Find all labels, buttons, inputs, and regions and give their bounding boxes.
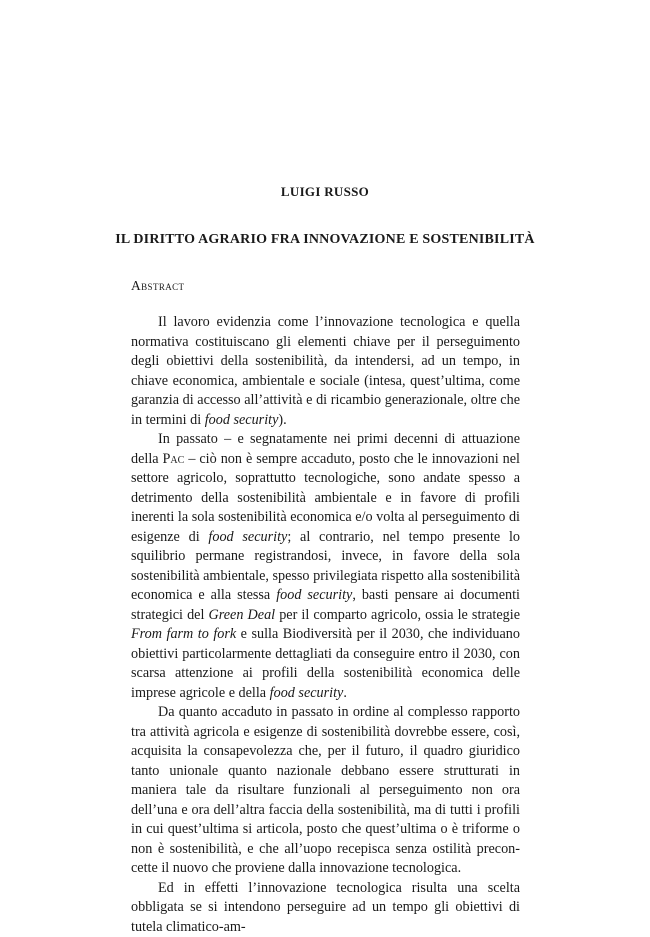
abstract-heading: Abstract (131, 278, 184, 294)
italic-term: From farm to fork (131, 626, 236, 642)
text-run: per il comparto agricolo, ossia le strategie (275, 607, 520, 623)
text-run: In passato – e segnatamente nei primi decenni di attuazione della (131, 431, 520, 467)
abstract-paragraph (131, 879, 520, 937)
text-run: Ed in effetti l’innovazione tecnologica risulta una scelta obbligata se si intendono perseguire ad un tempo gli obiettivi di tutela climatico-am- (131, 880, 520, 935)
text-run: e sulla Biodiversità per il 2030, che individuano obiettivi particolarmente dettagliati da conseguire entro il 2030, con scarsa attenzione ai profili della sostenibilità economica delle imprese agricole e della (131, 626, 520, 701)
text-run: – ciò non è sempre accaduto, posto che le innovazioni nel settore agricolo, soprattutto tecnologiche, sono andate spesso a detrimento della sostenibilità ambientale e in favore di profili inerenti la sola sostenibilità economica e/o volta al perseguimento di esigenze di (131, 451, 520, 545)
abstract-paragraph (131, 313, 520, 430)
italic-term: food security (276, 587, 352, 603)
text-run: ; al contrario, nel tempo presente lo squilibrio permane registrandosi, invece, in favore della sola sostenibilità ambientale, spesso privilegiata rispetto alla sostenibilità economica e alla stessa (131, 529, 520, 604)
abstract-paragraph (131, 703, 520, 879)
small-caps-acronym: Pac (163, 451, 185, 467)
text-run: ). (278, 412, 286, 428)
paper-title: IL DIRITTO AGRARIO FRA INNOVAZIONE E SOSTENIBILITÀ (0, 232, 650, 248)
text-run: . (343, 685, 347, 701)
italic-term: food security (208, 529, 287, 545)
italic-term: food security (205, 412, 279, 428)
text-run: Da quanto accaduto in passato in ordine al complesso rapporto tra attività agricola e esigenze di sostenibilità dovrebbe essere, così, acquisita la consapevolezza che, per il futuro, il quadro giuridico tanto unionale quanto nazionale debbano essere strutturati in maniera tale da risultare funzionali al perseguimento non ora dell’una e ora dell’altra faccia della sostenibilità, ma di tutti i profili in cui quest’ultima si articola, posto che quest’ultima o è triforme o non è sostenibilità, e che all’uopo recepisca senza ostilità preconcette il nuovo che proviene dalla innovazione tecnologica. (131, 704, 520, 876)
italic-term: Green Deal (209, 607, 276, 623)
italic-term: food security (270, 685, 344, 701)
text-run: Il lavoro evidenzia come l’innovazione tecnologica e quella normativa costituiscano gli elementi chiave per il perseguimento degli obiettivi della sostenibilità, da intendersi, ad un tempo, in chiave economica, ambientale e sociale (intesa, quest’ultima, come garanzia di accesso all’attività e di ricambio generazionale, oltre che in termini di (131, 314, 520, 428)
author-name: LUIGI RUSSO (0, 184, 650, 200)
text-run: , basti pensare ai documenti strategici del (131, 587, 520, 623)
abstract-body (131, 313, 520, 937)
abstract-paragraph (131, 430, 520, 703)
